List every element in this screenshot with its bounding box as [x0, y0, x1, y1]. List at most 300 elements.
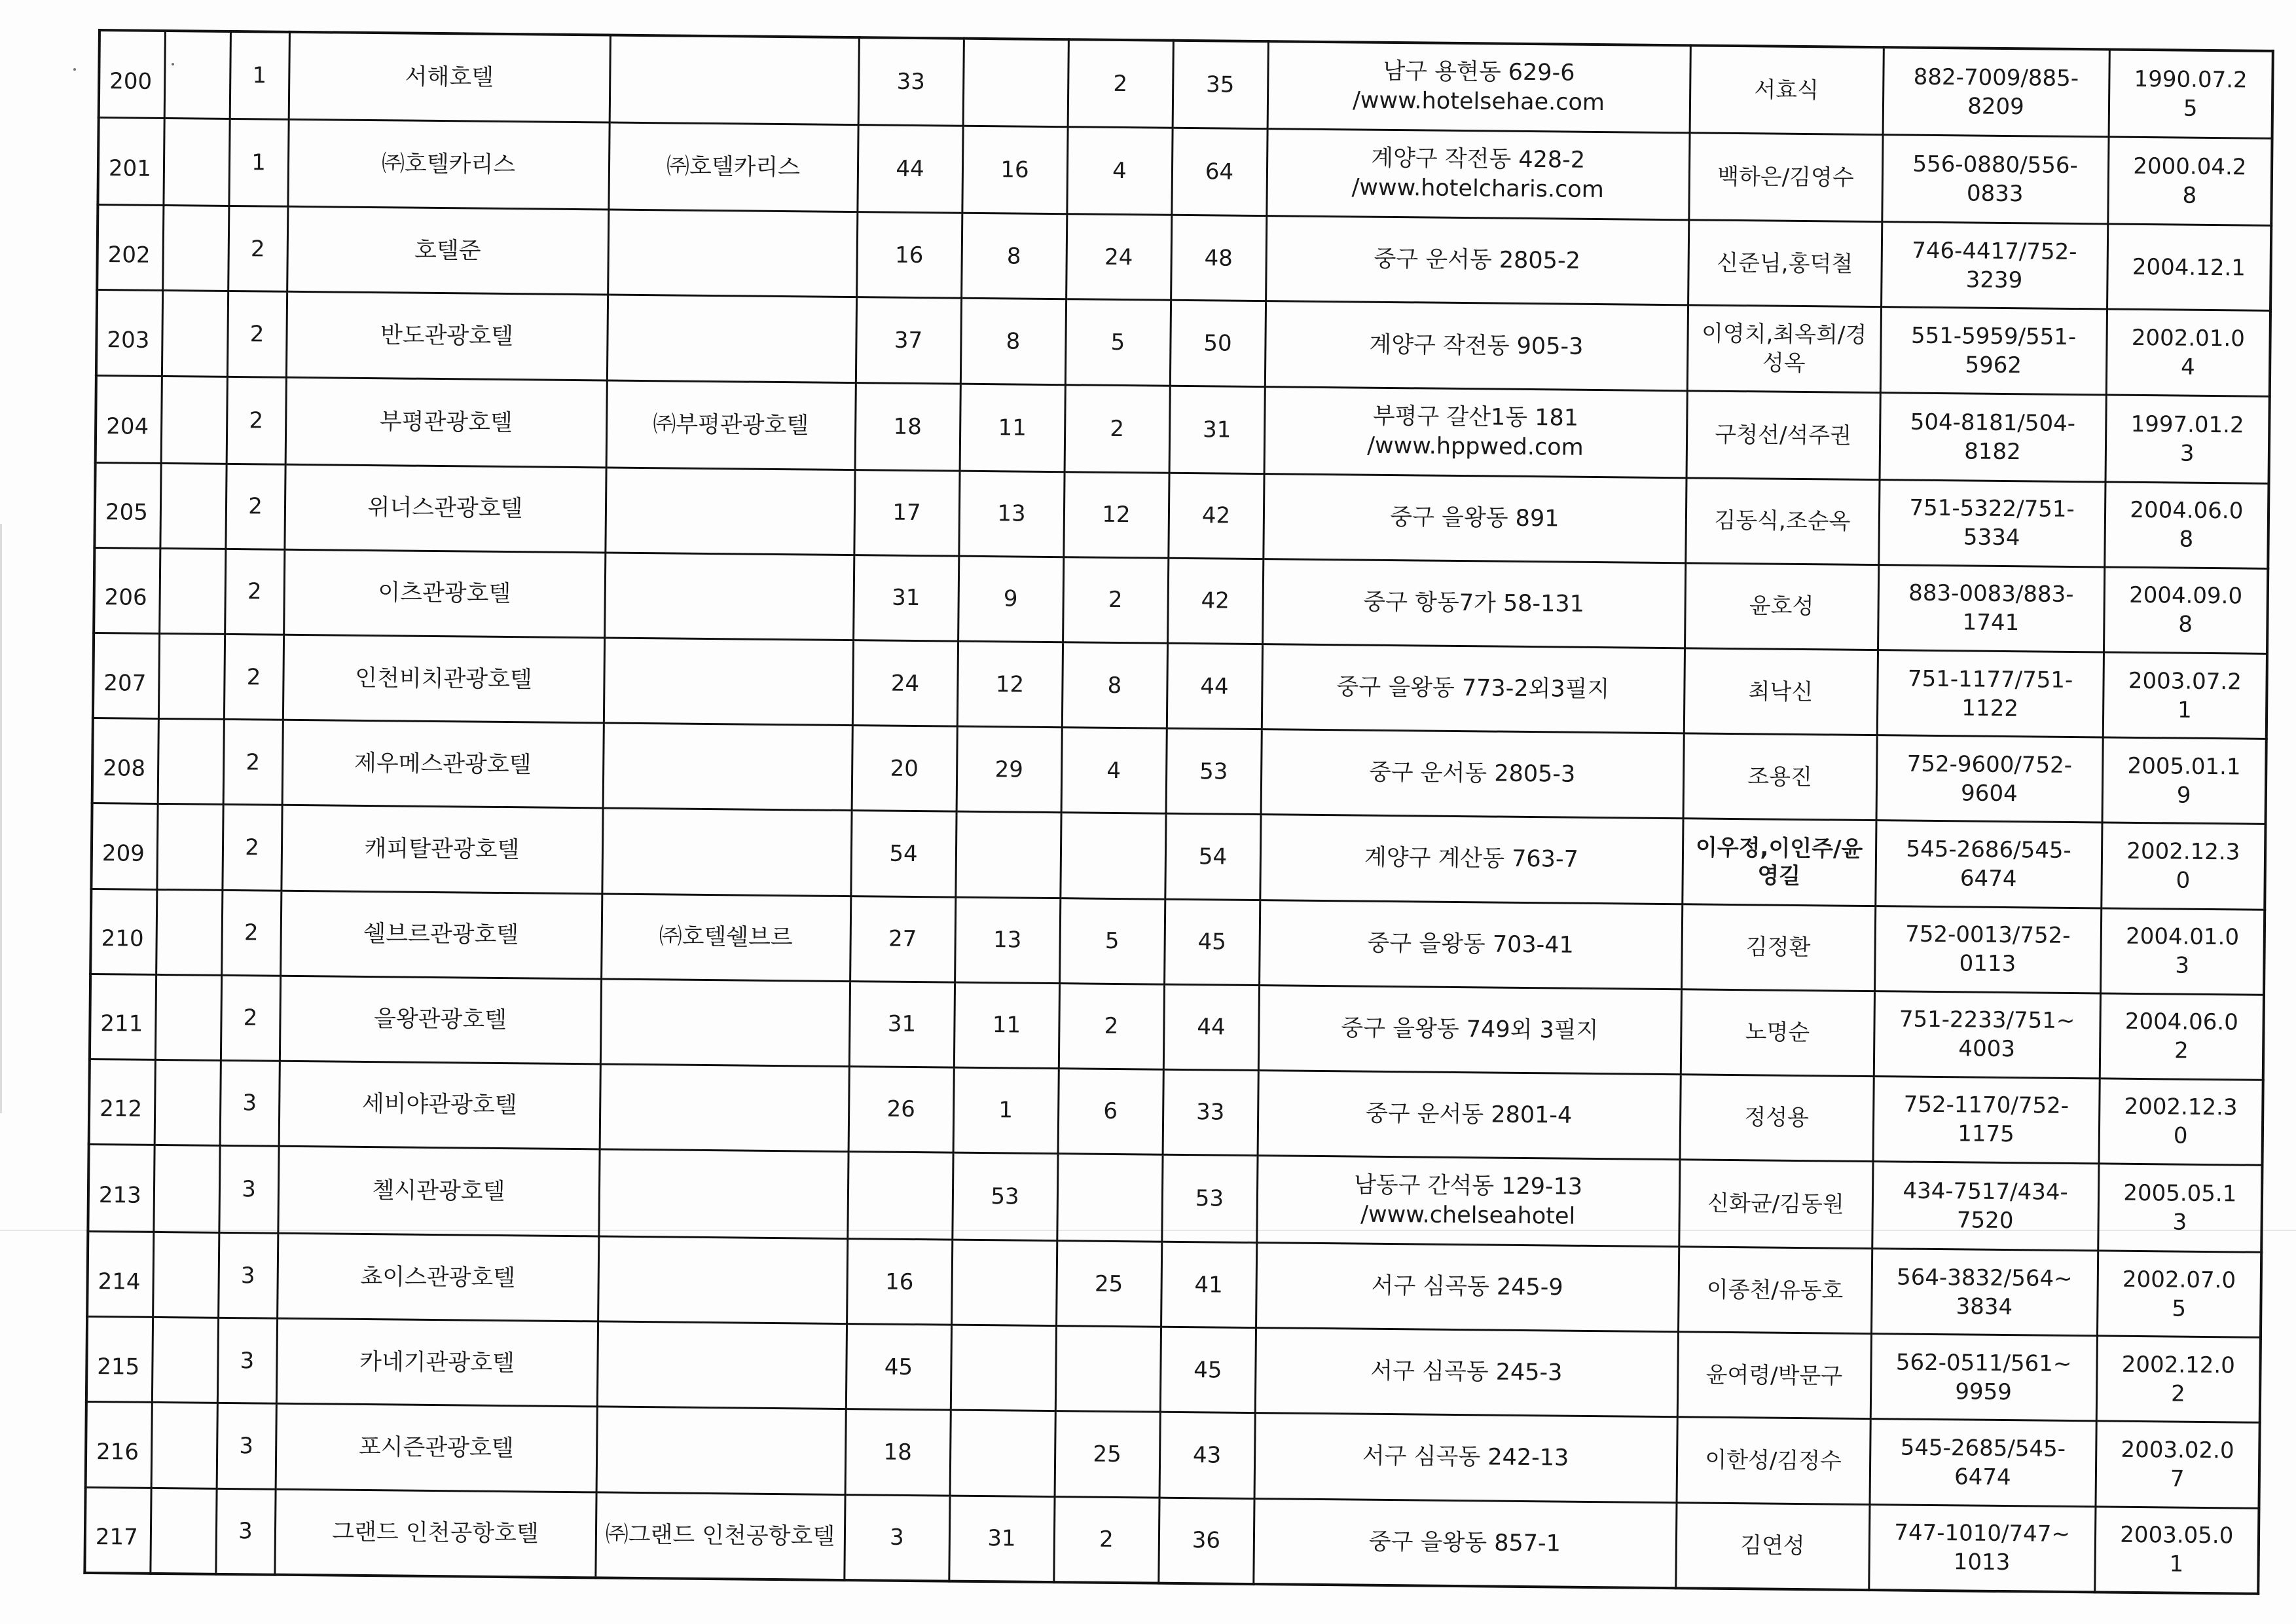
room-total-cell: [1166, 728, 1262, 815]
room-count-1-cell: [847, 1239, 952, 1325]
phone-line-2: 8209: [1967, 93, 2024, 120]
date-line-2: 5: [2183, 95, 2198, 122]
room-count-2-cell: [957, 726, 1062, 813]
phone-cell: [1875, 821, 2102, 908]
grade-cell: [215, 1488, 275, 1575]
date-line-2: 3: [2179, 440, 2195, 467]
blank-cell: [163, 119, 229, 206]
room-count-2: 16: [1000, 157, 1029, 183]
website-line: /www.hppwed.com: [1367, 432, 1584, 461]
row-number-cell: [91, 803, 157, 889]
phone-line-2: 9959: [1955, 1378, 2013, 1405]
corporation-cell: [607, 295, 856, 382]
address-cell: [1266, 216, 1688, 305]
room-count-1-cell: [847, 1152, 953, 1240]
phone-cell: [1874, 906, 2101, 993]
date-line-1: 2004.01.0: [2125, 923, 2240, 951]
representative-cell: [1686, 390, 1880, 479]
hotel-name: 세비야관광호텔: [361, 1091, 517, 1119]
phone-line-2: 3834: [1956, 1293, 2013, 1320]
representative-name: 신화균/김동원: [1707, 1190, 1844, 1218]
hotel-name: 캐피탈관광호텔: [364, 835, 520, 864]
row-number-cell: [97, 205, 163, 291]
phone-cell: [1878, 479, 2105, 566]
room-count-2-cell: [962, 126, 1067, 214]
room-count-2-cell: [961, 213, 1066, 299]
grade-cell: [223, 720, 283, 805]
row-number-cell: [90, 889, 156, 974]
room-count-3: 25: [1094, 1270, 1123, 1297]
corporation-name: ㈜그랜드 인천공항호텔: [605, 1521, 835, 1551]
grade-cell: [220, 1060, 280, 1146]
room-total: 43: [1192, 1442, 1222, 1469]
phone-line-1: 556-0880/556-: [1912, 151, 2078, 179]
blank-cell: [153, 1145, 219, 1232]
representative-name: 김동식,조순옥: [1714, 507, 1851, 535]
room-count-1-cell: [856, 297, 961, 384]
row-number: 215: [97, 1353, 140, 1380]
representative-cell: [1677, 1332, 1871, 1419]
room-total: 41: [1194, 1271, 1223, 1299]
hotel-name-cell: [279, 1061, 600, 1149]
room-count-1: 24: [890, 670, 920, 697]
room-count-3: 2: [1110, 415, 1125, 442]
room-total-cell: [1163, 1069, 1258, 1156]
date-line-1: 2005.01.1: [2127, 752, 2241, 781]
grade-cell: [227, 377, 286, 464]
room-total-cell: [1170, 301, 1266, 387]
room-count-2-cell: [951, 1325, 1056, 1411]
row-number-cell: [99, 30, 165, 119]
registration-date-cell: [2094, 1506, 2259, 1593]
phone-line-1: 434-7517/434-: [1903, 1177, 2068, 1206]
room-count-1: 17: [892, 499, 921, 526]
room-total: 64: [1205, 158, 1234, 185]
corporation-cell: [601, 893, 850, 981]
grade-cell: [228, 119, 288, 207]
hotel-name-cell: [286, 292, 608, 380]
hotel-name: 부평관광호텔: [379, 408, 513, 436]
grade-cell: [219, 1145, 278, 1233]
blank-cell: [156, 889, 222, 975]
date-line-2: 8: [2179, 526, 2194, 553]
blank-cell: [160, 463, 226, 549]
grade-value: 2: [243, 1005, 258, 1031]
blank-cell: [151, 1403, 217, 1488]
phone-cell: [1880, 307, 2107, 394]
room-count-3-cell: [1066, 127, 1172, 215]
hotel-name: 반도관광호텔: [380, 322, 514, 350]
representative-cell: [1681, 989, 1874, 1076]
address-line: 중구 운서동 2805-2: [1374, 246, 1581, 275]
room-count-3-cell: [1061, 728, 1167, 814]
phone-line-1: 504-8181/504-: [1910, 409, 2076, 437]
registration-date-cell: [2098, 1164, 2262, 1252]
representative-cell: [1688, 220, 1882, 307]
corporation-cell: [597, 1321, 847, 1409]
room-count-3: 2: [1113, 70, 1128, 98]
representative-name: 노명순: [1745, 1019, 1810, 1046]
room-total-cell: [1169, 386, 1265, 473]
corporation-cell: [605, 468, 854, 555]
corporation-cell: [608, 122, 858, 212]
room-count-2-cell: [957, 641, 1063, 728]
room-count-1: 37: [894, 327, 923, 354]
corporation-cell: [595, 1492, 845, 1580]
corporation-cell: [604, 553, 854, 640]
hotel-name: 호텔준: [414, 237, 481, 265]
room-count-1: 20: [890, 755, 919, 782]
grade-value: 2: [249, 407, 264, 434]
date-line-1: 2004.06.0: [2130, 497, 2244, 525]
phone-line-2: 1175: [1957, 1120, 2014, 1148]
grade-cell: [217, 1318, 277, 1404]
room-count-1: 27: [888, 925, 917, 953]
row-number-cell: [89, 1059, 155, 1145]
address-cell: [1256, 1243, 1679, 1332]
hotel-name-cell: [283, 549, 605, 638]
phone-line-2: 1741: [1962, 609, 2020, 637]
hotel-name: 제우메스관광호텔: [354, 750, 532, 779]
room-count-1: 31: [891, 585, 920, 612]
room-count-1-cell: [845, 1409, 951, 1496]
room-count-2-cell: [953, 1067, 1059, 1154]
room-count-1-cell: [852, 726, 957, 812]
row-number-cell: [96, 290, 162, 376]
representative-name: 서효식: [1754, 77, 1819, 104]
row-number: 212: [99, 1096, 143, 1123]
hotel-name-cell: [276, 1404, 597, 1492]
grade-cell: [225, 464, 285, 549]
hotel-registry-table: [83, 29, 2274, 1595]
room-count-3-cell: [1060, 813, 1165, 899]
phone-line-1: 564-3832/564~: [1896, 1264, 2073, 1292]
registration-date-cell: [2103, 652, 2267, 739]
grade-cell: [222, 805, 282, 891]
room-count-1-cell: [856, 212, 962, 299]
phone-cell: [1873, 1076, 2100, 1163]
representative-name: 정성용: [1744, 1104, 1810, 1132]
representative-name: 김정환: [1745, 934, 1811, 961]
date-line-2: 8: [2178, 611, 2193, 638]
registration-date-cell: [2100, 993, 2264, 1080]
date-line-1: 2002.01.0: [2131, 324, 2246, 352]
representative-name: 윤여령/박문구: [1705, 1361, 1843, 1390]
blank-cell: [158, 633, 225, 719]
hotel-name-cell: [284, 464, 606, 553]
hotel-name-cell: [280, 891, 602, 979]
corporation-cell: [610, 35, 859, 125]
website-line: /www.hotelcharis.com: [1351, 174, 1605, 204]
hotel-name: 위너스관광호텔: [367, 494, 523, 523]
room-count-2-cell: [949, 1496, 1054, 1582]
address-line: 중구 을왕동 891: [1390, 504, 1559, 532]
blank-cell: [152, 1318, 218, 1403]
date-line-1: 2004.12.1: [2132, 253, 2246, 282]
grade-cell: [230, 31, 289, 120]
room-count-3: 2: [1104, 1013, 1119, 1040]
address-cell: [1262, 644, 1685, 733]
room-count-2-cell: [951, 1240, 1057, 1326]
phone-cell: [1882, 135, 2108, 224]
website-line: /www.chelseahotel: [1360, 1201, 1576, 1230]
date-line-1: 2002.12.3: [2126, 838, 2240, 866]
phone-cell: [1868, 1504, 2095, 1592]
row-number: 201: [108, 155, 152, 183]
blank-cell: [155, 974, 221, 1060]
phone-line-1: 751-2233/751~: [1899, 1006, 2075, 1035]
address-line: 계양구 작전동 905-3: [1369, 331, 1584, 360]
address-cell: [1261, 729, 1684, 819]
date-line-2: 4: [2180, 354, 2195, 380]
room-total: 42: [1201, 502, 1231, 529]
hotel-name: 첼시관광호텔: [372, 1177, 505, 1206]
hotel-name-cell: [277, 1233, 598, 1321]
registration-date-cell: [2101, 822, 2265, 910]
phone-cell: [1880, 392, 2106, 481]
room-count-1-cell: [850, 811, 956, 897]
address-line: 중구 을왕동 857-1: [1368, 1528, 1561, 1557]
phone-cell: [1877, 650, 2104, 737]
room-count-3-cell: [1058, 1068, 1163, 1154]
address-line: 서구 심곡동 245-9: [1371, 1272, 1563, 1301]
room-total: 53: [1199, 758, 1228, 785]
room-count-2: 12: [995, 671, 1025, 698]
grade-value: 1: [252, 62, 267, 89]
room-count-1: 54: [889, 840, 918, 867]
phone-cell: [1876, 735, 2103, 822]
grade-value: 2: [244, 834, 260, 861]
phone-cell: [1869, 1419, 2096, 1506]
phone-cell: [1874, 991, 2100, 1078]
address-line: 중구 항동7가 58-131: [1363, 589, 1585, 618]
room-count-1-cell: [852, 640, 958, 727]
blank-cell: [153, 1232, 219, 1318]
phone-line-1: 746-4417/752-: [1912, 237, 2077, 265]
grade-value: 3: [241, 1176, 257, 1203]
date-line-2: 3: [2175, 952, 2190, 979]
address-cell: [1259, 900, 1682, 989]
blank-cell: [156, 804, 223, 890]
grade-cell: [228, 206, 287, 292]
room-count-3: 5: [1104, 927, 1120, 955]
hotel-name-cell: [278, 1146, 599, 1236]
room-total-cell: [1164, 899, 1260, 986]
room-count-1-cell: [853, 555, 958, 641]
hotel-name: 이츠관광호텔: [378, 580, 511, 608]
website-line: /www.hotelsehae.com: [1352, 87, 1605, 117]
address-line: 계양구 계산동 763-7: [1364, 845, 1579, 874]
room-count-1: 33: [896, 68, 926, 96]
representative-name: 이우정,이인주/윤영길: [1695, 834, 1863, 889]
registration-date-cell: [2099, 1079, 2263, 1166]
representative-cell: [1685, 477, 1879, 564]
room-count-3: 5: [1110, 329, 1125, 356]
phone-line-2: 5962: [1965, 352, 2022, 379]
corporation-cell: [598, 1149, 848, 1239]
address-cell: [1267, 41, 1690, 133]
address-line: 부평구 갈산1동 181: [1372, 403, 1579, 432]
room-total: 31: [1202, 416, 1231, 443]
corporation-cell: [606, 380, 856, 470]
hotel-name-cell: [287, 207, 608, 295]
phone-line-1: 752-1170/752-: [1903, 1091, 2069, 1120]
phone-line-2: 0113: [1959, 950, 2016, 978]
phone-line-2: 4003: [1958, 1035, 2016, 1063]
date-line-1: 2003.02.0: [2121, 1436, 2234, 1464]
corporation-cell: [602, 808, 851, 896]
hotel-name-cell: [285, 377, 607, 468]
row-number: 213: [98, 1182, 141, 1209]
representative-name: 윤호성: [1749, 593, 1814, 620]
room-count-1-cell: [854, 470, 959, 556]
hotel-name: 포시즌관광호텔: [358, 1433, 514, 1462]
date-line-1: 1990.07.2: [2134, 65, 2248, 94]
room-count-2-cell: [960, 384, 1065, 472]
address-line: 중구 을왕동 703-41: [1367, 930, 1575, 959]
hotel-name: 쉘브르관광호텔: [363, 921, 519, 949]
representative-cell: [1683, 733, 1877, 821]
hotel-name: 그랜드 인천공항호텔: [332, 1519, 539, 1547]
room-count-1-cell: [849, 981, 955, 1067]
grade-cell: [221, 890, 281, 976]
address-line: 남구 용현동 629-6: [1383, 58, 1575, 86]
row-number-cell: [90, 974, 156, 1060]
address-cell: [1258, 1070, 1681, 1159]
row-number: 209: [101, 840, 145, 867]
row-number-cell: [96, 375, 162, 463]
address-cell: [1263, 473, 1686, 563]
address-cell: [1265, 301, 1688, 390]
date-line-1: 1997.01.2: [2130, 411, 2244, 439]
room-total: 50: [1203, 330, 1232, 357]
representative-cell: [1687, 305, 1881, 392]
phone-line-2: 7520: [1956, 1207, 2014, 1234]
room-total-cell: [1163, 984, 1259, 1071]
row-number: 205: [105, 499, 149, 526]
grade-cell: [225, 549, 284, 635]
room-count-1-cell: [858, 37, 964, 126]
hotel-name-cell: [280, 976, 601, 1064]
corporation-cell: [604, 638, 853, 726]
phone-cell: [1871, 1249, 2098, 1336]
grade-cell: [224, 634, 283, 720]
corporation-cell: [603, 723, 852, 811]
grade-value: 3: [240, 1262, 255, 1289]
blank-cell: [164, 31, 230, 119]
address-cell: [1254, 1413, 1677, 1502]
address-cell: [1260, 815, 1683, 904]
room-count-2: 13: [993, 927, 1022, 953]
row-number: 207: [103, 669, 147, 697]
registration-date-cell: [2096, 1336, 2261, 1423]
grade-value: 2: [246, 748, 261, 776]
room-count-2-cell: [958, 471, 1064, 557]
room-total-cell: [1161, 1154, 1257, 1242]
registration-date-cell: [2104, 482, 2269, 569]
hotel-name: 을왕관광호텔: [373, 1006, 507, 1034]
room-count-2-cell: [955, 811, 1061, 898]
room-count-1: 18: [883, 1439, 913, 1466]
hotel-name: 인천비치관광호텔: [355, 665, 532, 693]
phone-line-1: 752-9600/752-: [1906, 750, 2073, 779]
phone-line-2: 1122: [1961, 694, 2019, 722]
room-count-1: 31: [887, 1010, 917, 1038]
corporation-name: ㈜부평관광호텔: [653, 411, 809, 439]
room-total: 53: [1195, 1185, 1224, 1212]
corporation-cell: [608, 210, 857, 297]
room-count-1: 18: [893, 413, 922, 440]
phone-line-1: 751-5322/751-: [1909, 494, 2075, 523]
hotel-name-cell: [281, 805, 602, 894]
room-count-2-cell: [960, 299, 1066, 385]
phone-line-1: 551-5959/551-: [1910, 322, 2077, 351]
room-count-2: 9: [1003, 585, 1018, 612]
row-number-cell: [98, 118, 164, 206]
date-line-2: 1: [2169, 1551, 2184, 1578]
hotel-name-cell: [276, 1318, 598, 1407]
phone-line-2: 6474: [1954, 1464, 2011, 1491]
room-count-3: 8: [1107, 672, 1122, 699]
date-line-1: 2003.05.0: [2120, 1522, 2234, 1549]
date-line-1: 2004.06.0: [2124, 1008, 2239, 1036]
room-total: 54: [1198, 843, 1228, 870]
representative-cell: [1680, 1075, 1874, 1162]
room-count-1: 16: [894, 242, 924, 268]
room-count-1: 44: [896, 155, 924, 183]
registration-date-cell: [2097, 1251, 2261, 1338]
grade-value: 2: [247, 493, 263, 520]
room-total-cell: [1171, 215, 1266, 302]
date-line-1: 2002.07.0: [2122, 1266, 2236, 1294]
representative-name: 이한성/김정수: [1705, 1447, 1842, 1475]
room-total: 45: [1197, 929, 1227, 955]
date-line-1: 2002.12.0: [2121, 1351, 2236, 1379]
grade-cell: [221, 975, 280, 1061]
registration-date-cell: [2107, 224, 2271, 311]
scan-speck: [73, 68, 76, 71]
row-number-cell: [86, 1317, 153, 1403]
hotel-name-cell: [289, 32, 610, 122]
row-number: 208: [102, 754, 146, 782]
blank-cell: [162, 291, 228, 377]
registration-date-cell: [2107, 137, 2272, 225]
hotel-name: 서해호텔: [405, 64, 494, 91]
room-total: 48: [1204, 245, 1233, 272]
address-line: 중구 을왕동 749외 3필지: [1341, 1015, 1599, 1044]
date-line-2: 7: [2170, 1466, 2185, 1492]
hotel-name-cell: [287, 120, 609, 210]
corporation-cell: [600, 1064, 849, 1152]
phone-line-2: 8182: [1963, 438, 2021, 465]
date-line-2: 0: [2176, 867, 2191, 894]
address-line: 남동구 간석동 129-13: [1353, 1172, 1583, 1200]
blank-cell: [155, 1060, 221, 1145]
grade-value: 2: [249, 321, 264, 348]
phone-line-1: 747-1010/747~: [1894, 1519, 2071, 1548]
blank-cell: [150, 1488, 216, 1574]
date-line-1: 2000.04.2: [2133, 153, 2247, 181]
address-line: 서구 심곡동 242-13: [1362, 1443, 1569, 1472]
phone-line-1: 545-2685/545-: [1900, 1434, 2066, 1462]
hotel-name: ㈜호텔카리스: [381, 151, 516, 179]
room-count-3: 2: [1108, 587, 1123, 614]
representative-name: 김연성: [1740, 1532, 1805, 1560]
room-count-3: 24: [1104, 244, 1133, 271]
row-number-cell: [84, 1487, 151, 1574]
phone-cell: [1872, 1162, 2098, 1251]
room-count-3: 2: [1099, 1526, 1114, 1553]
